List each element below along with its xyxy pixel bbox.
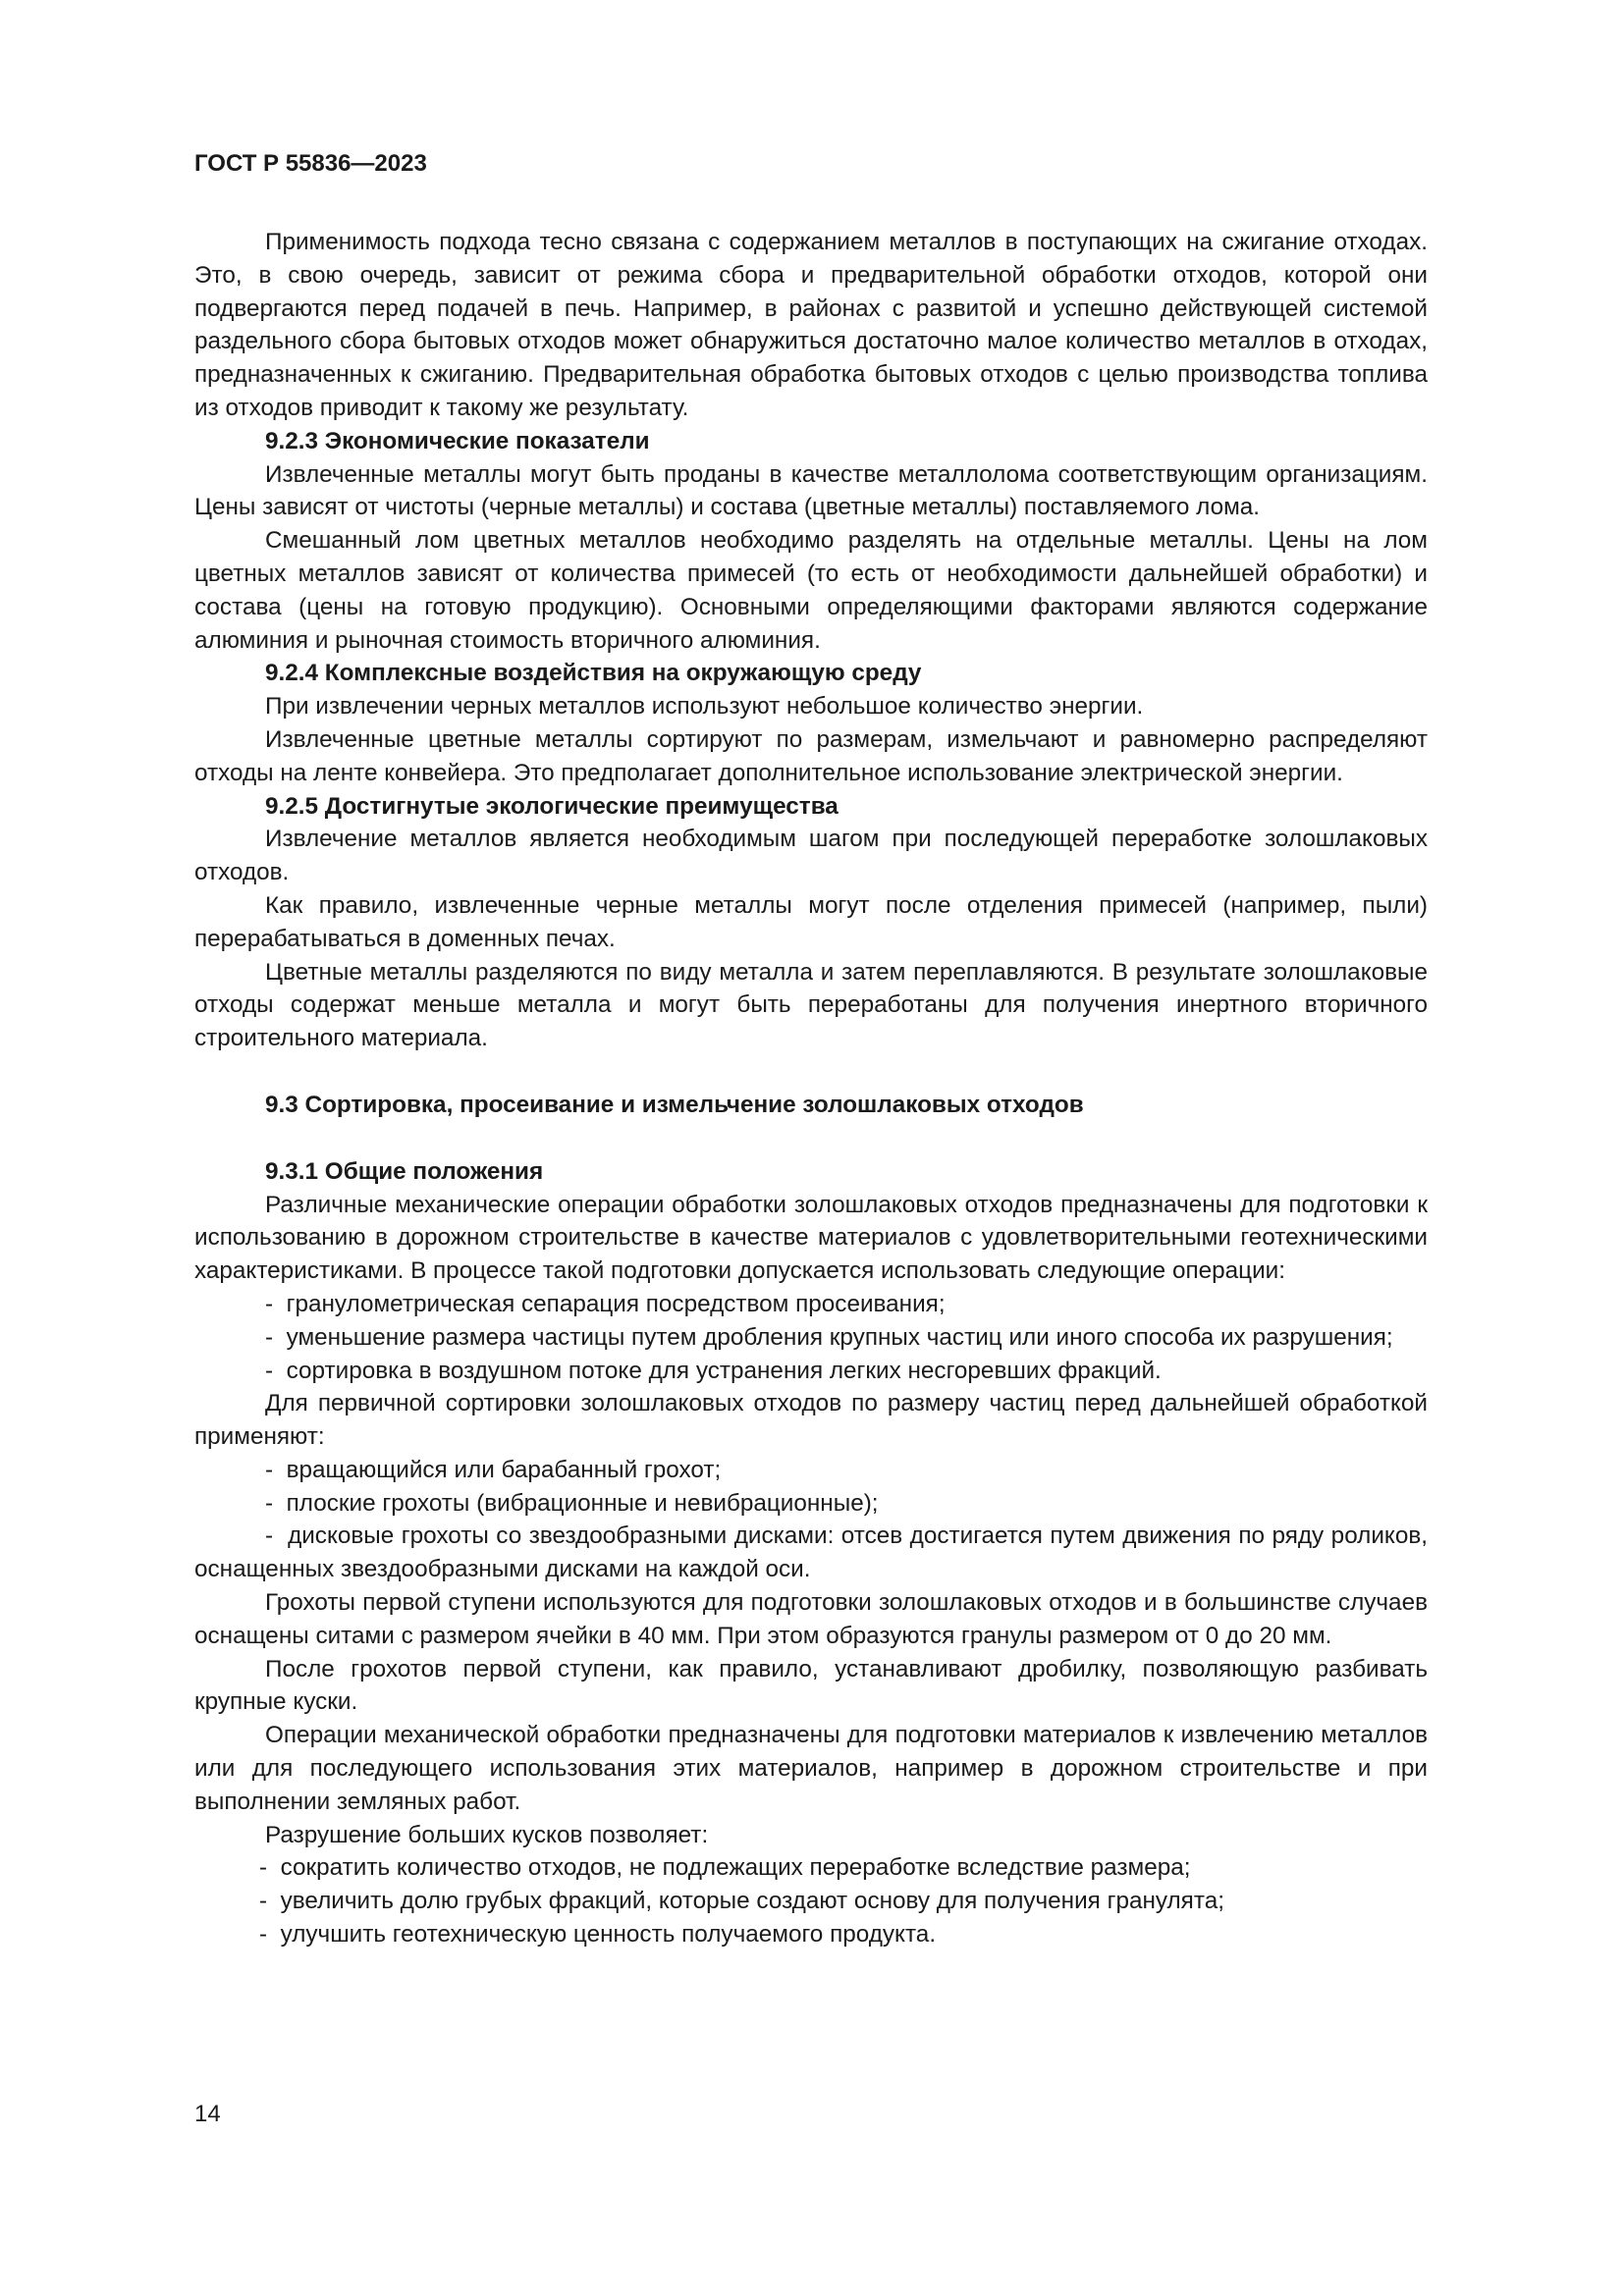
bullet-list [194,1288,1428,1387]
paragraph: При извлечении черных металлов используют небольшое количество энергии. [265,693,1144,721]
list-item: - вращающийся или барабанный грохот; [194,1454,1428,1487]
paragraph: Различные механические операции обработки золошлаковых отходов предназначены для подготовки к использованию в дорожном строительстве в качестве материалов с удовлетворительными геотехническими характеристиками. В процессе такой подготовки допускается использовать следующие операции: [194,1191,1428,1285]
document-body [194,226,1428,1951]
paragraph: Грохоты первой ступени используются для подготовки золошлаковых отходов и в большинстве случаев оснащены ситами с размером ячейки в 40 мм. При этом образуются гранулы размером от 0 до 20 мм. [194,1589,1428,1649]
paragraph: Для первичной сортировки золошлаковых отходов по размеру частиц перед дальнейшей обработкой применяют: [194,1390,1428,1451]
paragraph: Разрушение больших кусков позволяет: [265,1821,709,1848]
page-number: 14 [194,2101,221,2127]
paragraph: Извлечение металлов является необходимым шагом при последующей переработке золошлаковых отходов. [194,826,1428,886]
paragraph: Цветные металлы разделяются по виду металла и затем переплавляются. В результате золошлаковые отходы содержат меньше металла и могут быть переработаны для получения инертного вторичного строительного материала. [194,958,1428,1052]
paragraph: Смешанный лом цветных металлов необходимо разделять на отдельные металлы. Цены на лом цветных металлов зависят от количества примесей (то есть от необходимости дальнейшей обработки) и состава (цены на готовую продукцию). Основными определяющими факторами являются содержание алюминия и рыночная стоимость вторичного алюминия. [194,527,1428,654]
subsection-heading: 9.2.3 Экономические показатели [265,427,650,454]
bullet-list [194,1851,1428,1950]
paragraph: Извлеченные металлы могут быть проданы в качестве металлолома соответствующим организациям. Цены зависят от чистоты (черные металлы) и состава (цветные металлы) поставляемого лома. [194,460,1428,521]
document-code-header: ГОСТ Р 55836—2023 [194,150,427,177]
paragraph: Как правило, извлеченные черные металлы могут после отделения примесей (например, пыли) перерабатываться в доменных печах. [194,891,1428,952]
list-item: - дисковые грохоты со звездообразными дисками: отсев достигается путем движения по ряду роликов, оснащенных звездообразными дисками на каждой оси. [194,1520,1428,1586]
list-item: - улучшить геотехническую ценность получаемого продукта. [194,1918,1428,1951]
paragraph: Операции механической обработки предназначены для подготовки материалов к извлечению металлов или для последующего использования этих материалов, например в дорожном строительстве и при выполнении земляных работ. [194,1722,1428,1815]
list-item: - гранулометрическая сепарация посредством просеивания; [194,1288,1428,1321]
list-item: - уменьшение размера частицы путем дробления крупных частиц или иного способа их разрушения; [194,1321,1428,1355]
subsection-heading: 9.2.5 Достигнутые экологические преимущества [265,792,839,820]
subsection-heading: 9.2.4 Комплексные воздействия на окружающую среду [265,660,922,687]
bullet-list [194,1454,1428,1586]
subsection-heading: 9.3.1 Общие положения [265,1157,544,1185]
list-item: - сортировка в воздушном потоке для устранения легких несгоревших фракций. [194,1355,1428,1388]
list-item: - плоские грохоты (вибрационные и невибрационные); [194,1487,1428,1521]
paragraph: После грохотов первой ступени, как правило, устанавливают дробилку, позволяющую разбивать крупные куски. [194,1655,1428,1716]
paragraph: Извлеченные цветные металлы сортируют по размерам, измельчают и равномерно распределяют отходы на ленте конвейера. Это предполагает дополнительное использование электрической энергии. [194,725,1428,786]
list-item: - сократить количество отходов, не подлежащих переработке вследствие размера; [194,1851,1428,1885]
paragraph: Применимость подхода тесно связана с содержанием металлов в поступающих на сжигание отходах. Это, в свою очередь, зависит от режима сбора и предварительной обработки отходов, которой они подвергаются перед подачей в печь. Например, в районах с развитой и успешно действующей системой раздельного сбора бытовых отходов может обнаружиться достаточно малое количество металлов в отходах, предназначенных к сжиганию. Предварительная обработка бытовых отходов с целью производства топлива из отходов приводит к такому же результату. [194,229,1428,421]
section-heading: 9.3 Сортировка, просеивание и измельчение золошлаковых отходов [265,1091,1084,1118]
list-item: - увеличить долю грубых фракций, которые создают основу для получения гранулята; [194,1885,1428,1918]
